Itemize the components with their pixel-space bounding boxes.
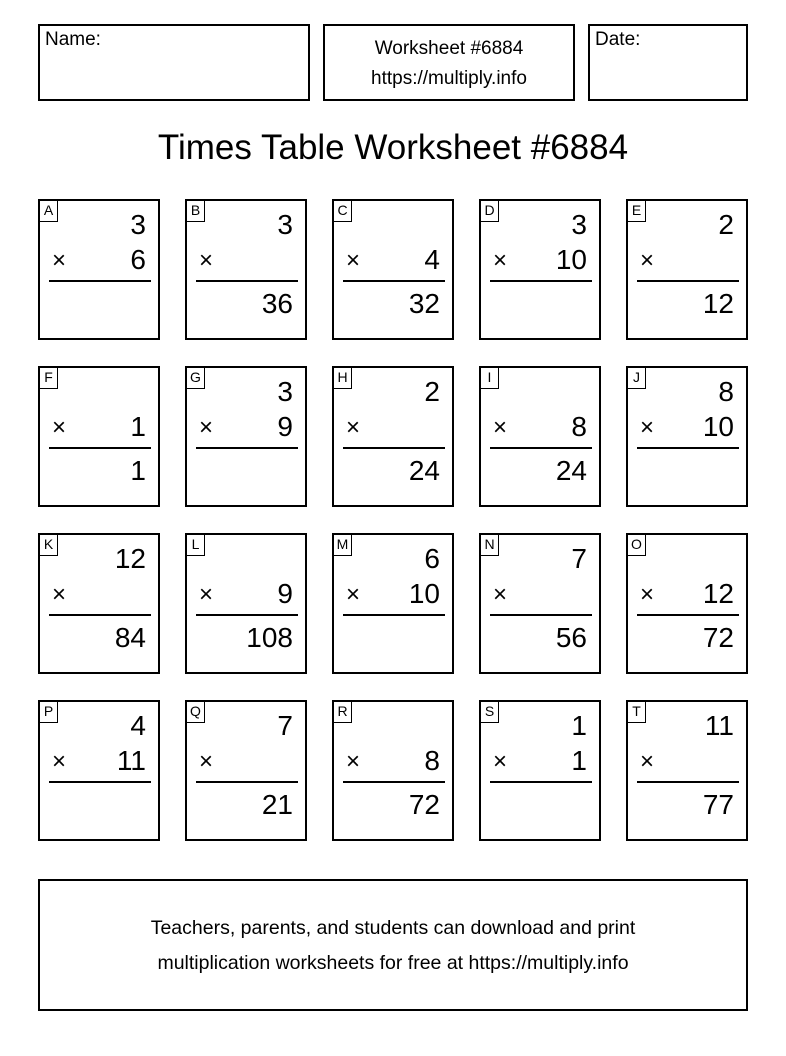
answer-rule [49,280,151,282]
product: 108 [246,622,293,653]
multiplicand: 2 [718,209,734,240]
answer-rule [490,781,592,783]
multiplicand: 3 [571,209,587,240]
answer-rule [490,447,592,449]
times-symbol: × [52,414,67,441]
product: 24 [555,455,587,486]
problem-r [332,700,454,841]
multiplier: 9 [277,411,293,442]
problem-letter: S [481,702,499,723]
times-symbol: × [199,414,214,441]
problem-letter: J [628,368,646,389]
times-symbol: × [640,247,655,274]
times-symbol: × [493,247,508,274]
problem-letter: T [628,702,646,723]
problem-letter: B [187,201,205,222]
problem-letter: F [40,368,58,389]
problem-letter: I [481,368,499,389]
answer-rule [343,781,445,783]
answer-rule [490,614,592,616]
product: 56 [555,622,587,653]
times-symbol: × [346,247,361,274]
times-symbol: × [493,748,508,775]
multiplicand: 7 [571,543,587,574]
footer-box [38,879,748,1011]
problem-letter: D [481,201,499,222]
problem-b [185,199,307,340]
page-title: Times Table Worksheet #6884 [157,128,629,167]
product: 72 [408,789,440,820]
multiplicand: 11 [704,710,734,741]
times-symbol: × [640,414,655,441]
product: 24 [408,455,440,486]
times-symbol: × [199,247,214,274]
times-symbol: × [493,414,508,441]
worksheet-url: https://multiply.info [371,68,527,89]
problem-e [626,199,748,340]
problem-letter: M [334,535,352,556]
multiplier: 4 [424,244,440,275]
times-symbol: × [346,581,361,608]
product: 12 [702,288,734,319]
multiplicand: 12 [114,543,146,574]
problem-d [479,199,601,340]
problem-h [332,366,454,507]
problem-letter: H [334,368,352,389]
problem-k [38,533,160,674]
problem-c [332,199,454,340]
answer-rule [49,447,151,449]
date-field-box [588,24,748,101]
multiplicand: 6 [424,543,440,574]
date-label: Date: [595,29,641,50]
multiplicand: 7 [277,710,293,741]
answer-rule [49,781,151,783]
multiplier: 10 [555,244,587,275]
worksheet-id-box [323,24,575,101]
multiplicand: 3 [277,376,293,407]
problem-letter: K [40,535,58,556]
problem-j [626,366,748,507]
multiplicand: 1 [571,710,587,741]
problem-letter: N [481,535,499,556]
product: 84 [114,622,146,653]
multiplier: 11 [116,745,146,776]
problem-q [185,700,307,841]
worksheet-number: Worksheet #6884 [374,38,524,59]
times-symbol: × [640,581,655,608]
problem-letter: G [187,368,205,389]
product: 36 [261,288,293,319]
problem-a [38,199,160,340]
problem-l [185,533,307,674]
product: 1 [130,455,146,486]
problem-t [626,700,748,841]
name-label: Name: [45,29,101,50]
times-symbol: × [199,748,214,775]
times-symbol: × [346,414,361,441]
multiplicand: 8 [718,376,734,407]
multiplier: 8 [424,745,440,776]
multiplier: 1 [571,745,587,776]
answer-rule [490,280,592,282]
multiplier: 12 [702,578,734,609]
multiplier: 8 [571,411,587,442]
times-symbol: × [346,748,361,775]
answer-rule [343,280,445,282]
multiplier: 1 [130,411,146,442]
problem-letter: P [40,702,58,723]
problem-letter: L [187,535,205,556]
answer-rule [196,280,298,282]
name-field-box [38,24,310,101]
problem-letter: O [628,535,646,556]
product: 77 [702,789,734,820]
footer-line-1: Teachers, parents, and students can download and print [150,917,636,939]
multiplicand: 3 [277,209,293,240]
product: 21 [261,789,293,820]
multiplicand: 2 [424,376,440,407]
multiplier: 10 [408,578,440,609]
answer-rule [637,447,739,449]
problem-s [479,700,601,841]
answer-rule [196,781,298,783]
answer-rule [637,614,739,616]
problem-i [479,366,601,507]
times-symbol: × [493,581,508,608]
times-symbol: × [199,581,214,608]
problem-letter: E [628,201,646,222]
problem-m [332,533,454,674]
problem-letter: Q [187,702,205,723]
problem-letter: A [40,201,58,222]
product: 32 [408,288,440,319]
answer-rule [196,614,298,616]
answer-rule [196,447,298,449]
multiplier: 6 [130,244,146,275]
answer-rule [343,447,445,449]
problem-letter: C [334,201,352,222]
times-symbol: × [52,247,67,274]
answer-rule [637,781,739,783]
multiplier: 10 [702,411,734,442]
answer-rule [49,614,151,616]
times-symbol: × [52,581,67,608]
product: 72 [702,622,734,653]
multiplier: 9 [277,578,293,609]
times-symbol: × [640,748,655,775]
problem-f [38,366,160,507]
problem-p [38,700,160,841]
footer-line-2: multiplication worksheets for free at https://multiply.info [157,952,629,974]
problem-letter: R [334,702,352,723]
answer-rule [637,280,739,282]
multiplicand: 4 [130,710,146,741]
problem-o [626,533,748,674]
answer-rule [343,614,445,616]
multiplicand: 3 [130,209,146,240]
problem-g [185,366,307,507]
problem-n [479,533,601,674]
times-symbol: × [52,748,67,775]
